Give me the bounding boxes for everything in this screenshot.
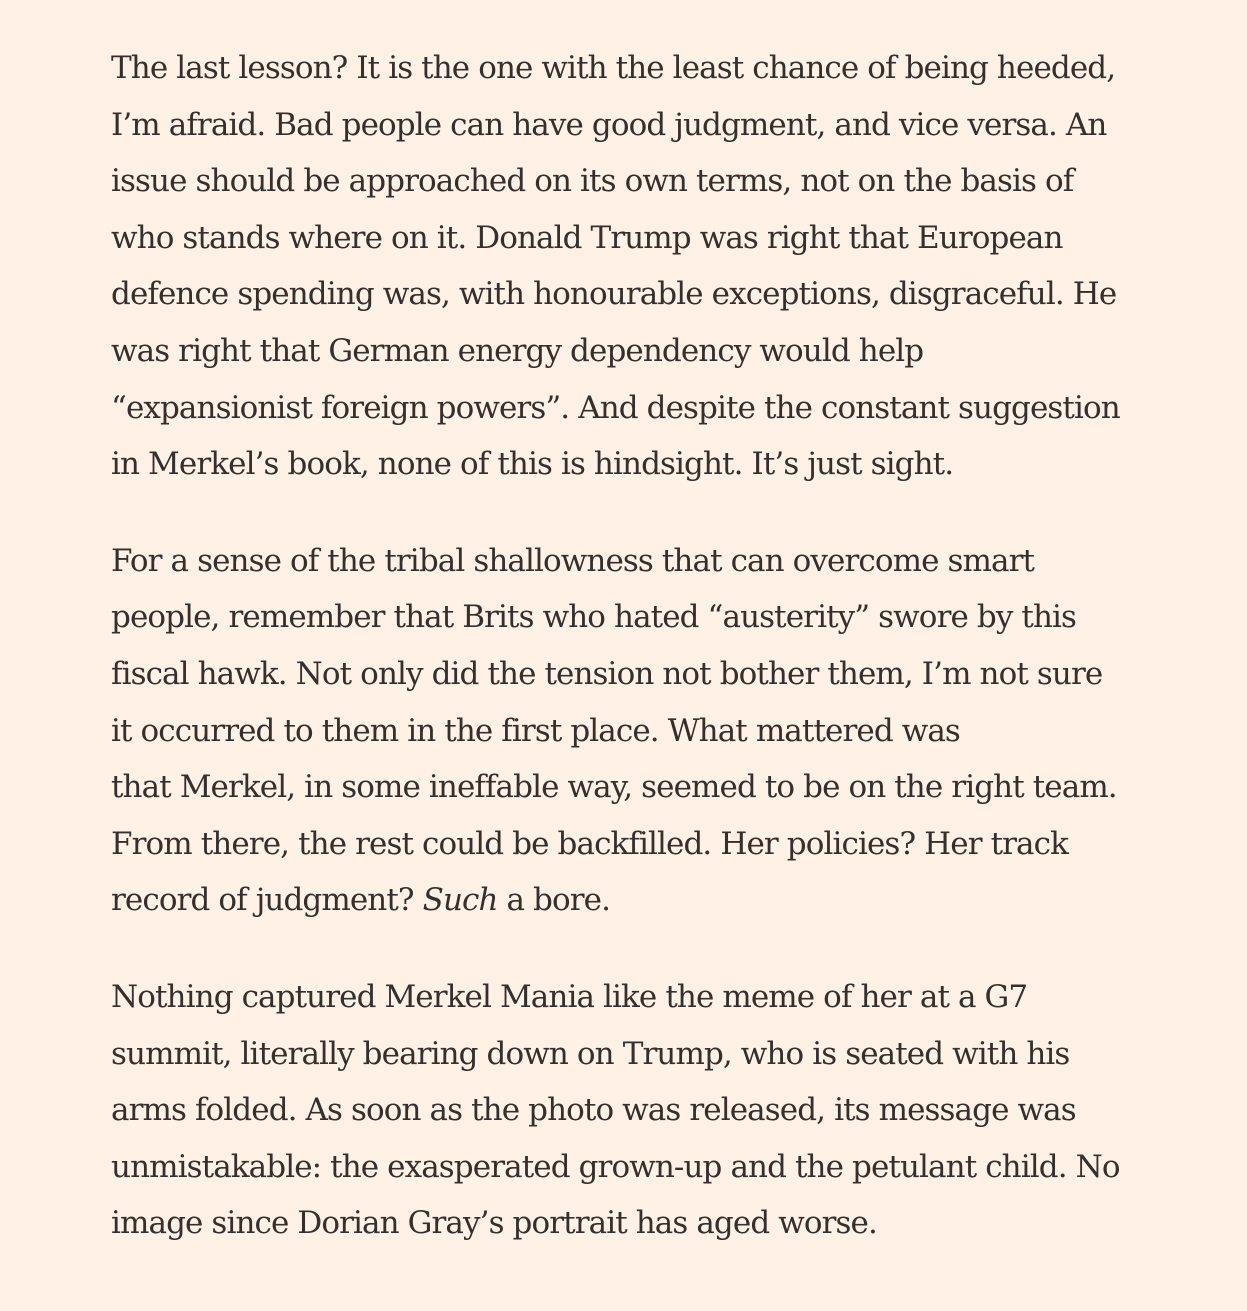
paragraph-3 xyxy=(111,969,1221,1252)
text-line: in Merkel’s book, none of this is hindsight. It’s just sight. xyxy=(111,446,954,483)
text-segment: a bore. xyxy=(497,882,611,919)
text-line: was right that German energy dependency would help xyxy=(111,332,924,369)
text-line: that Merkel, in some ineffable way, seemed to be on the right team. xyxy=(111,769,1117,806)
text-line: For a sense of the tribal shallowness that can overcome smart xyxy=(111,542,1035,579)
text-line: I’m afraid. Bad people can have good judgment, and vice versa. An xyxy=(111,106,1107,143)
text-line xyxy=(111,872,1221,929)
text-line: From there, the rest could be backfilled. Her policies? Her track xyxy=(111,825,1068,862)
emphasis-text: Such xyxy=(422,882,498,919)
text-line: image since Dorian Gray’s portrait has aged worse. xyxy=(111,1205,877,1242)
text-line: unmistakable: the exasperated grown-up and the petulant child. No xyxy=(111,1148,1120,1185)
text-line: who stands where on it. Donald Trump was right that European xyxy=(111,219,1063,256)
article-body xyxy=(111,40,1221,1292)
text-line: Nothing captured Merkel Mania like the meme of her at a G7 xyxy=(111,978,1028,1015)
text-line: arms folded. As soon as the photo was released, its message was xyxy=(111,1092,1076,1129)
text-line: it occurred to them in the first place. What mattered was xyxy=(111,712,960,749)
text-segment: record of judgment? xyxy=(111,882,423,919)
paragraph-2 xyxy=(111,533,1221,929)
text-line: issue should be approached on its own terms, not on the basis of xyxy=(111,163,1074,200)
paragraph-1 xyxy=(111,40,1221,493)
text-line: The last lesson? It is the one with the least chance of being heeded, xyxy=(111,50,1116,86)
text-line: people, remember that Brits who hated “austerity” swore by this xyxy=(111,599,1077,636)
text-line: defence spending was, with honourable exceptions, disgraceful. He xyxy=(111,276,1117,313)
text-line: fiscal hawk. Not only did the tension not bother them, I’m not sure xyxy=(111,655,1103,692)
text-line: summit, literally bearing down on Trump, who is seated with his xyxy=(111,1035,1070,1072)
text-line: “expansionist foreign powers”. And despite the constant suggestion xyxy=(111,389,1120,426)
